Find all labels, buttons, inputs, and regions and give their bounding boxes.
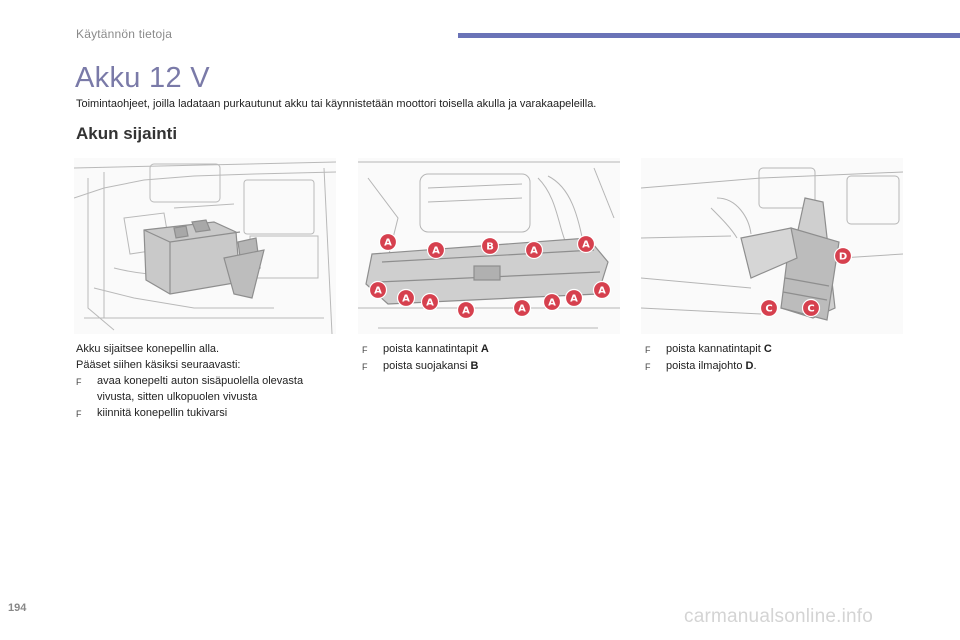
step-secure-hood: kiinnitä konepellin tukivarsi [97, 407, 228, 419]
callout-label: A [548, 297, 556, 309]
air-duct-figure [641, 158, 903, 334]
callout-label: C [765, 303, 773, 315]
section-subtitle: Akun sijainti [76, 124, 178, 143]
page-title: Akku 12 V [75, 62, 210, 94]
ref-d: D [745, 360, 754, 372]
callout-label: A [384, 237, 392, 249]
bullet-icon: F [645, 362, 651, 372]
callout-label: A [402, 293, 410, 305]
end-period: . [753, 360, 757, 372]
step-remove-pins-a: poista kannatintapit [383, 343, 481, 355]
step-remove-duct-d: poista ilmajohto [666, 360, 746, 372]
list-item [76, 373, 336, 405]
callout-label: A [426, 297, 434, 309]
bullet-icon: F [76, 409, 82, 419]
section-label: Käytännön tietoja [76, 27, 173, 41]
intro-text: Toimintaohjeet, joilla ladataan purkautunut akku tai käynnistetään moottori toisella akulla ja varakaapeleilla. [76, 98, 597, 110]
list-item [362, 341, 622, 358]
callout-label: D [838, 251, 848, 263]
step-open-hood: avaa konepelti auton sisäpuolella olevasta vivusta, sitten ulkopuolen vivusta [97, 375, 304, 403]
page-number: 194 [8, 602, 27, 614]
callout-label: A [598, 285, 606, 297]
bullet-icon: F [645, 345, 651, 355]
list-item [362, 358, 622, 375]
ref-a: A [480, 343, 489, 355]
header-accent-bar [458, 33, 960, 38]
engine-cover-figure [358, 158, 620, 334]
callout-label: A [530, 245, 538, 257]
step-remove-cover-b: poista suojakansi [383, 360, 471, 372]
bullet-icon: F [76, 377, 82, 387]
access-line: Pääset siihen käsiksi seuraavasti: [76, 359, 241, 371]
callout-label: A [518, 303, 526, 315]
battery-location-figure [74, 158, 336, 334]
ref-c: C [763, 343, 772, 355]
bullet-icon: F [362, 345, 368, 355]
callout-label: A [570, 293, 578, 305]
duct-removal-text [645, 341, 905, 375]
list-item [645, 358, 905, 375]
callout-label: A [462, 305, 470, 317]
callout-label: A [432, 245, 440, 257]
watermark: carmanualsonline.info [684, 606, 874, 627]
callout-label: A [582, 239, 590, 251]
step-remove-pins-c: poista kannatintapit [666, 343, 764, 355]
callout-label: C [807, 303, 815, 315]
list-item [645, 341, 905, 358]
bullet-icon: F [362, 362, 368, 372]
ref-b: B [470, 360, 479, 372]
list-item [76, 405, 336, 422]
callout-label: A [374, 285, 382, 297]
battery-location-text [76, 341, 336, 422]
callout-label: B [486, 241, 494, 253]
cover-removal-text [362, 341, 622, 375]
location-line: Akku sijaitsee konepellin alla. [76, 343, 220, 355]
